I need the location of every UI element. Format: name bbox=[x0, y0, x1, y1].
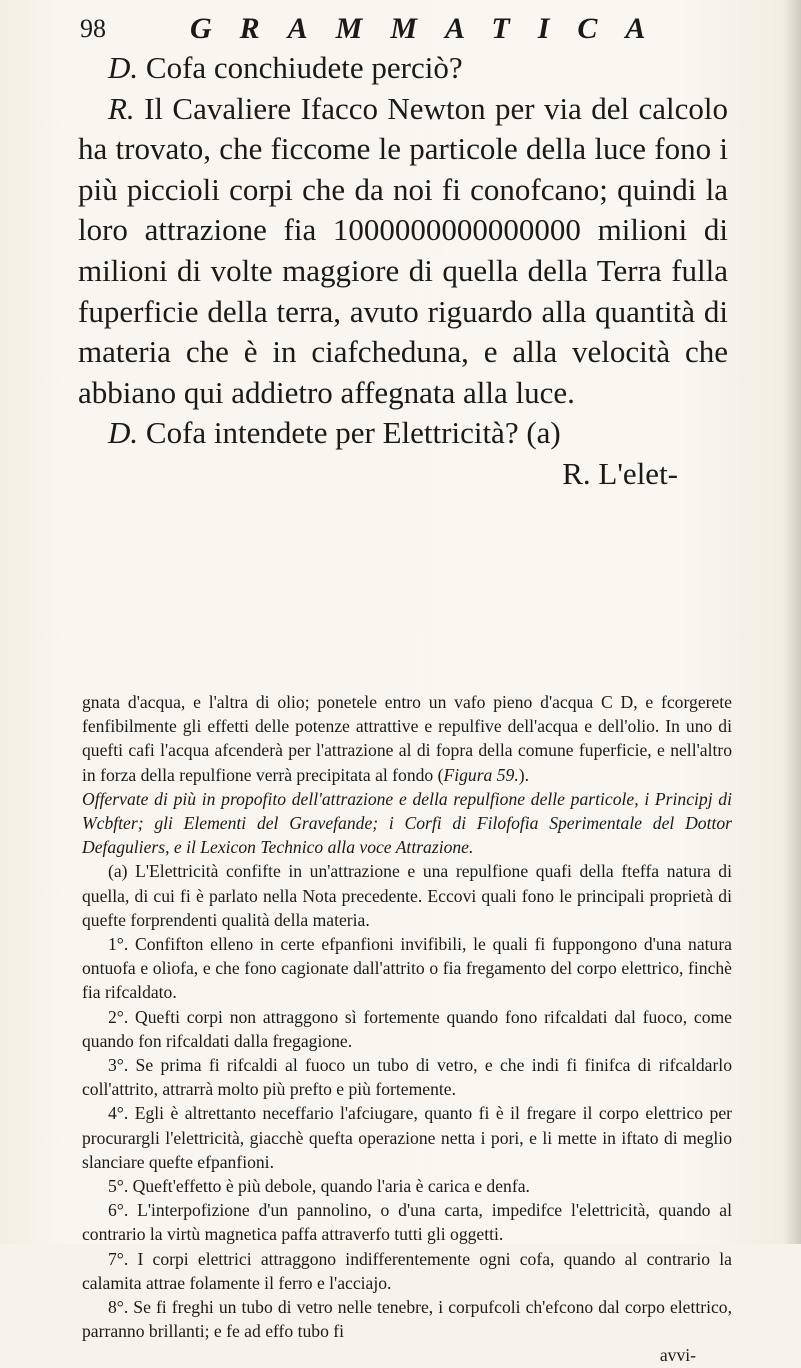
footnote-item-1: 1°. Confifton elleno in certe efpanfioni invifibili, le quali fi fuppongono d'una natura ontuofa e oliofa, e che fono cagionate dall'attrito o fia fregamento del corpo elettrico, finchè fia rifcaldato. bbox=[82, 934, 732, 1003]
dialogue-question-2 bbox=[78, 413, 728, 454]
footnote-item-8: 8°. Se fi freghi un tubo di vetro nelle tenebre, i corpufcoli ch'efcono dal corpo elettrico, parranno brillanti; e fe ad effo tubo fi bbox=[82, 1297, 732, 1342]
footnote-note-a: (a) L'Elettricità confifte in un'attrazione e una repulfione quafi della fteffa natura di quella, di cui fi è parlato nella Nota precedente. Eccovi quali fono le principali proprietà di quefte forprendenti qualità della materia. bbox=[82, 861, 732, 930]
footnote-catchword: avvi- bbox=[659, 1345, 696, 1366]
footnote-text: gnata d'acqua, e l'altra di olio; ponetele entro un vafo pieno d'acqua C D, e fcorgerete fenfibilmente gli effetti delle potenze attrattive e repulfive dell'acqua e dell'olio. In uno di quefti cafi l'acqua afcenderà per l'attrazione al di fopra della comune fuperficie, e nell'altro in forza della repulfione verrà precipitata al fondo ( bbox=[82, 692, 732, 785]
footnote bbox=[82, 690, 732, 1368]
main-text bbox=[78, 48, 728, 495]
answer-text: Il Cavaliere Ifacco Newton per via del calcolo ha trovato, che ficcome le particole della luce fono i più piccioli corpi che da noi fi conofcano; quindi la loro attrazione fia 1000000000000000 milioni di milioni di volte maggiore di quella della Terra fulla fuperficie della terra, avuto riguardo alla quantità di materia che è in ciafcheduna, e alla velocità che abbiano qui addietro affegnata alla luce. bbox=[78, 90, 728, 410]
page-header bbox=[80, 8, 720, 48]
footnote-item-6: 6°. L'interpofizione d'un pannolino, o d'una carta, impedifce l'elettricità, quando al contrario la virtù magnetica paffa attraverfo tutti gli oggetti. bbox=[82, 1200, 732, 1245]
dialogue-question-1 bbox=[78, 48, 728, 89]
footnote-item-4: 4°. Egli è altrettanto neceffario l'afciugare, quanto fi è il fregare il corpo elettrico per procurargli l'elettricità, giacchè quefta operazione netta i pori, e li mette in iftato di meglio slanciare quefte efpanfioni. bbox=[82, 1103, 732, 1172]
footnote-references: Offervate di più in propofito dell'attrazione e della repulfione delle particole, i Principj di Wcbfter; gli Elementi del Gravefande; i Corfi di Filofofia Sperimentale del Dottor Defaguliers, e il Lexicon Technico alla voce Attrazione. bbox=[82, 788, 732, 858]
speaker-label: R. bbox=[108, 90, 135, 126]
running-title: GRAMMATICA bbox=[190, 12, 674, 45]
speaker-label: D. bbox=[108, 415, 139, 451]
footnote-item-2: 2°. Quefti corpi non attraggono sì fortemente quando fono rifcaldati dal fuoco, come quando fon rifcaldati dalla fregagione. bbox=[82, 1006, 732, 1051]
dialogue-answer-1 bbox=[78, 89, 728, 414]
page-number: 98 bbox=[80, 14, 106, 43]
footnote-text-end: ). bbox=[518, 764, 530, 785]
footnote-item-7: 7°. I corpi elettrici attraggono indifferentemente ogni cofa, quando al contrario la calamita attrae folamente il ferro e l'acciajo. bbox=[82, 1248, 732, 1293]
page-edge-shadow bbox=[783, 0, 801, 1244]
footnote-item-5: 5°. Queft'effetto è più debole, quando l'aria è carica e denfa. bbox=[108, 1176, 530, 1197]
speaker-label: D. bbox=[108, 50, 139, 85]
footnote-item-3: 3°. Se prima fi rifcaldi al fuoco un tubo di vetro, e che indi fi finifca di rifcaldarlo coll'attrito, attrarrà molto più prefto e più fortemente. bbox=[82, 1055, 732, 1100]
footnote-paragraph bbox=[82, 690, 732, 787]
figure-reference: Figura 59. bbox=[443, 764, 519, 785]
catchword: R. L'elet- bbox=[562, 455, 678, 491]
question-text: Cofa intendete per Elettricità? (a) bbox=[145, 415, 561, 451]
question-text: Cofa conchiudete perciò? bbox=[145, 50, 463, 85]
